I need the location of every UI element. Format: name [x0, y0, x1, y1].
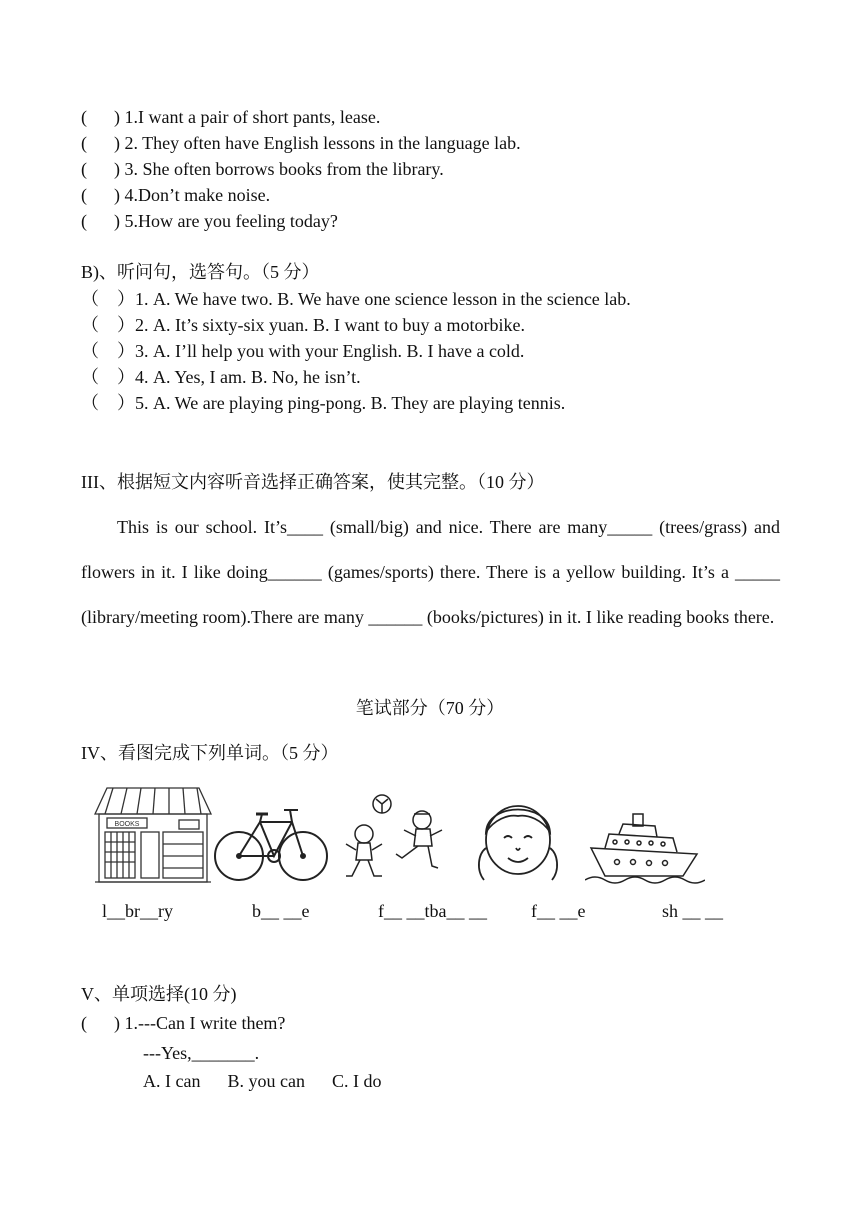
cloze-passage [81, 505, 780, 640]
section-3-heading: III、根据短文内容听音选择正确答案，使其完整。（10 分） [81, 472, 545, 492]
bike-picture [212, 784, 330, 891]
question-a1: ( ) 1.I want a pair of short pants, lease. [81, 107, 381, 127]
question-v1: ( ) 1.---Can I write them? [81, 1013, 286, 1033]
question-a2: ( ) 2. They often have English lessons in the language lab. [81, 133, 521, 153]
question-a4: ( ) 4.Don’t make noise. [81, 185, 271, 205]
question-b3: （ ）3. A. I’ll help you with your English. B. I have a cold. [81, 341, 525, 361]
question-v1-options: A. I can B. you can C. I do [143, 1071, 382, 1091]
football-picture [338, 788, 454, 893]
question-b2: （ ）2. A. It’s sixty-six yuan. B. I want to buy a motorbike. [81, 315, 525, 335]
question-b5: （ ）5. A. We are playing ping-pong. B. They are playing tennis. [81, 393, 566, 413]
library-picture [93, 784, 213, 891]
section-5-heading: V、单项选择(10 分) [81, 984, 237, 1004]
question-a3: ( ) 3. She often borrows books from the library. [81, 159, 444, 179]
cloze-passage-text: This is our school. It’s____ (small/big) and nice. There are many_____ (trees/grass) and flowers in it. I like doing______ (games/sports) there. There is a yellow building. It’s a _____ (library/meeting room).There are many ______ (books/pictures) in it. I like reading books there. [81, 517, 780, 627]
section-b-heading: B)、听问句，选答句。（5 分） [81, 262, 320, 282]
ship-picture [585, 810, 705, 891]
question-b1: （ ）1. A. We have two. B. We have one science lesson in the science lab. [81, 289, 631, 309]
word-bike: b__ __e [252, 901, 310, 921]
question-b4: （ ）4. A. Yes, I am. B. No, he isn’t. [81, 367, 361, 387]
question-v1-reply: ---Yes,_______. [143, 1043, 260, 1063]
written-part-title: 笔试部分（70 分） [355, 698, 505, 718]
word-library: l__br__ry [102, 901, 173, 921]
section-4-heading: IV、看图完成下列单词。（5 分） [81, 743, 339, 763]
question-a5: ( ) 5.How are you feeling today? [81, 211, 338, 231]
word-football: f__ __tba__ __ [378, 901, 487, 921]
face-picture [472, 784, 568, 891]
word-face: f__ __e [531, 901, 586, 921]
books-sign: BOOKS [114, 821, 140, 828]
word-ship: sh __ __ [662, 901, 724, 921]
